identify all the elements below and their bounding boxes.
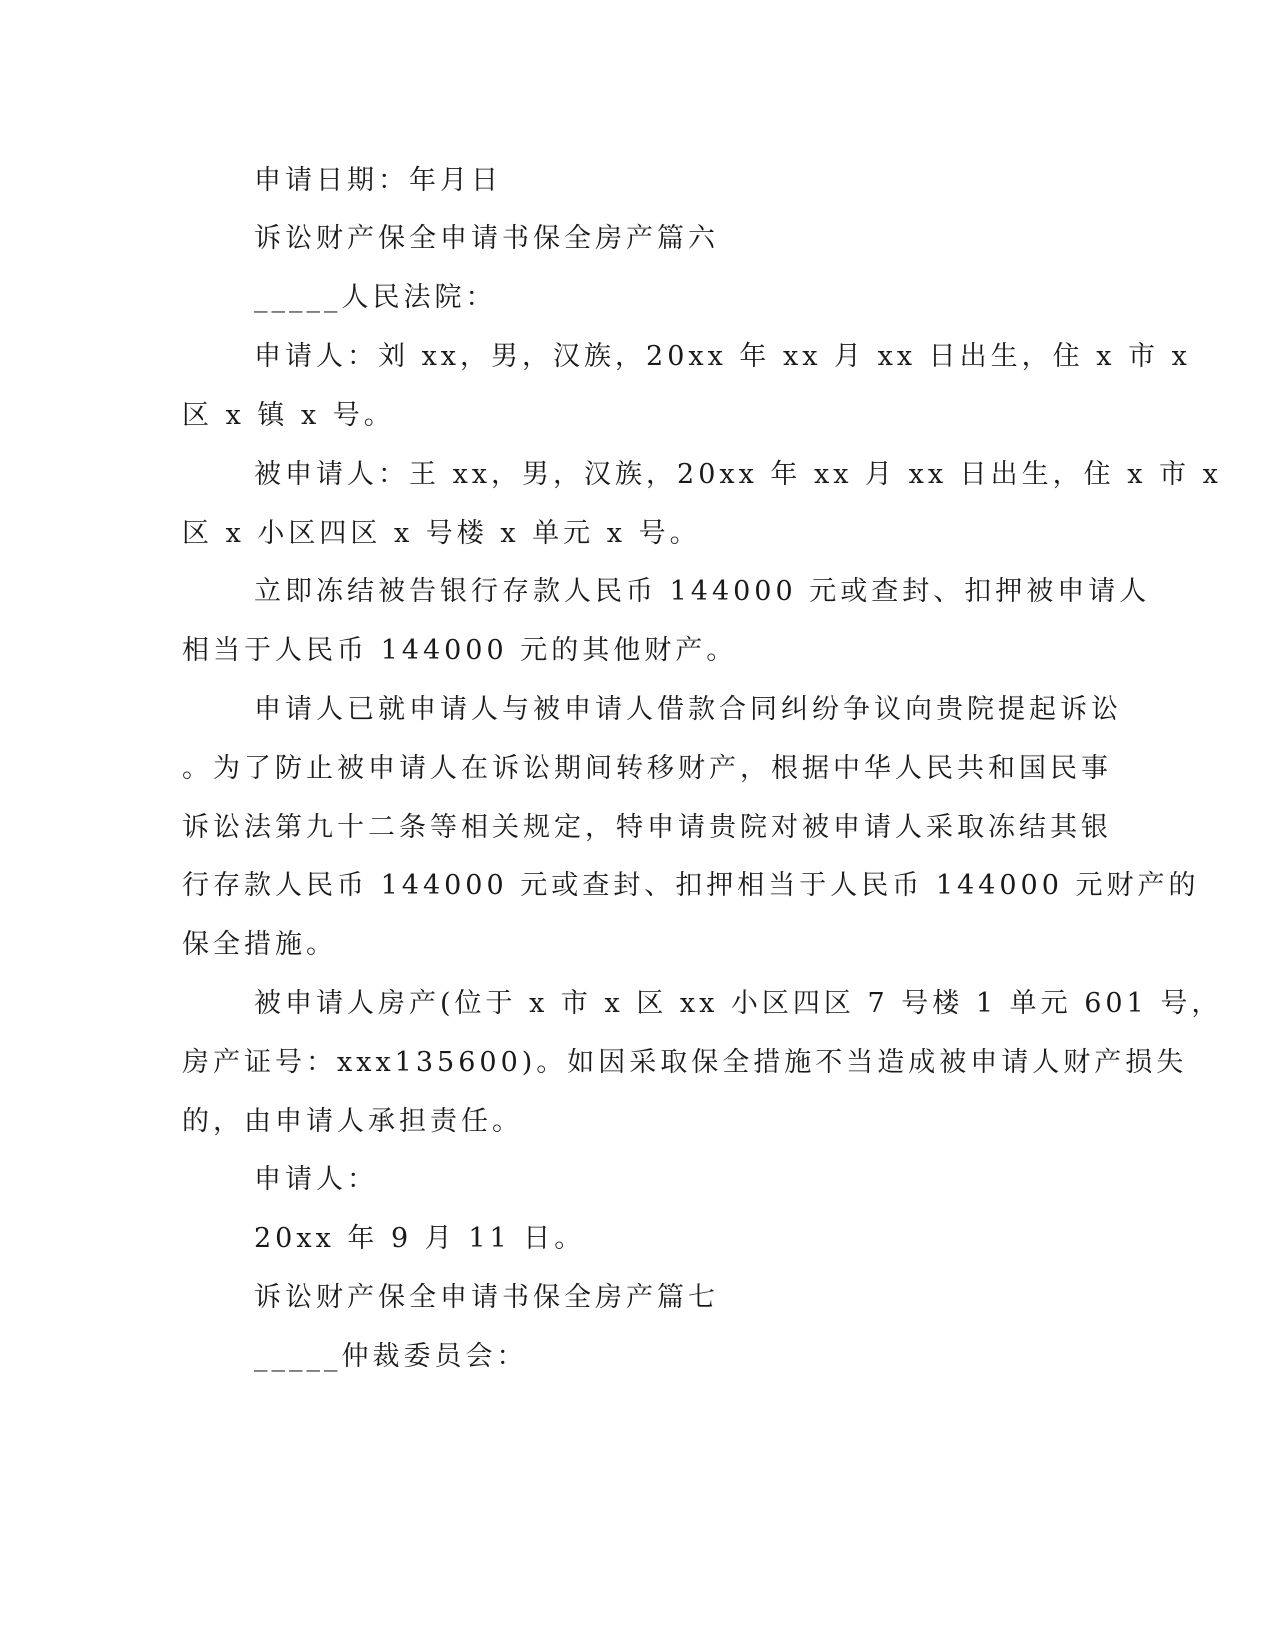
reason-line-3: 诉讼法第九十二条等相关规定，特申请贵院对被申请人采取冻结其银: [182, 812, 1112, 843]
request-line-2: 相当于人民币 144000 元的其他财产。: [182, 635, 738, 666]
section-heading-seven: 诉讼财产保全申请书保全房产篇七: [254, 1282, 719, 1313]
respondent-line-1: 被申请人：王 xx，男，汉族，20xx 年 xx 月 xx 日出生，住 x 市 x: [254, 459, 1222, 490]
applicant-line-2: 区 x 镇 x 号。: [182, 400, 395, 431]
request-line-1: 立即冻结被告银行存款人民币 144000 元或查封、扣押被申请人: [254, 576, 1151, 607]
signature-applicant: 申请人：: [254, 1164, 378, 1195]
applicant-line-1: 申请人：刘 xx，男，汉族，20xx 年 xx 月 xx 日出生，住 x 市 x: [254, 341, 1191, 372]
property-line-2: 房产证号：xxx135600)。如因采取保全措施不当造成被申请人财产损失: [182, 1047, 1188, 1078]
reason-line-1: 申请人已就申请人与被申请人借款合同纠纷争议向贵院提起诉讼: [254, 694, 1122, 725]
arbitration-addressee: _____仲裁委员会：: [254, 1341, 528, 1372]
application-date-line: 申请日期：年月日: [254, 165, 502, 196]
court-addressee: _____人民法院：: [254, 282, 497, 313]
reason-line-5: 保全措施。: [182, 929, 337, 960]
property-line-3: 的，由申请人承担责任。: [182, 1106, 523, 1137]
signature-date: 20xx 年 9 月 11 日。: [254, 1223, 586, 1254]
reason-line-2: 。为了防止被申请人在诉讼期间转移财产，根据中华人民共和国民事: [182, 753, 1112, 784]
reason-line-4: 行存款人民币 144000 元或查封、扣押相当于人民币 144000 元财产的: [182, 870, 1200, 901]
property-line-1: 被申请人房产(位于 x 市 x 区 xx 小区四区 7 号楼 1 单元 601 号，: [254, 988, 1223, 1019]
section-heading-six: 诉讼财产保全申请书保全房产篇六: [254, 223, 719, 254]
respondent-line-2: 区 x 小区四区 x 号楼 x 单元 x 号。: [182, 518, 701, 549]
